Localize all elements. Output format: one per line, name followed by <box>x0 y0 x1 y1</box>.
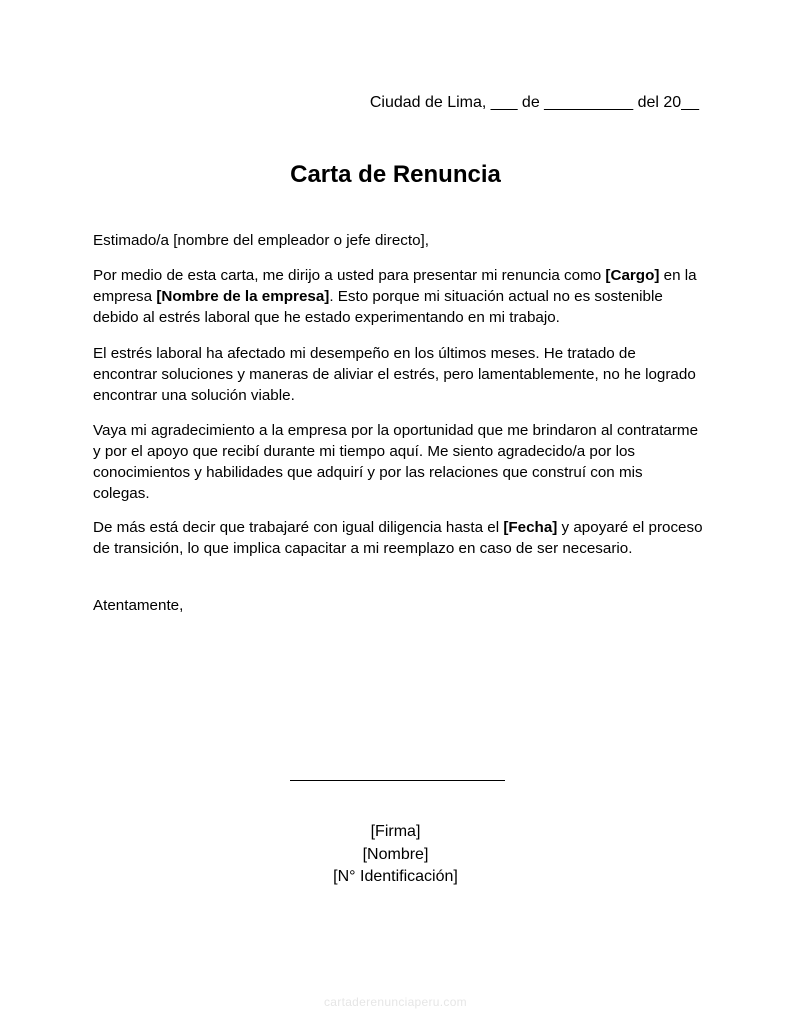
signature-firma: [Firma] <box>370 823 421 840</box>
paragraph-resignation-text <box>93 265 703 328</box>
signature-identificacion: [N° Identificación] <box>333 868 458 885</box>
letter-title: Carta de Renuncia <box>290 161 501 188</box>
greeting-text: Estimado/a [nombre del empleador o jefe directo], <box>93 232 429 249</box>
watermark: cartaderenunciaperu.com <box>324 995 467 1009</box>
date-placeholder: [Fecha] <box>503 519 558 536</box>
date-line: Ciudad de Lima, ___ de __________ del 20__ <box>369 94 699 111</box>
paragraph-gratitude-text: Vaya mi agradecimiento a la empresa por la oportunidad que me brindaron al contratarme y por el apoyo que recibí durante mi tiempo aquí. Me siento agradecido/a por los conocimientos y habilidades que adquirí y por las relaciones que construí con mis colegas. <box>93 422 699 502</box>
paragraph-transition-part2: y apoyaré el proceso de transición, lo que implica capacitar a mi reemplazo en caso de ser necesario. <box>93 519 703 557</box>
closing-text: Atentamente, <box>93 597 184 614</box>
company-name-placeholder: [Nombre de la empresa] <box>156 288 330 305</box>
paragraph-transition-part1: De más está decir que trabajaré con igual diligencia hasta el <box>93 519 504 536</box>
signature-line <box>290 780 505 781</box>
paragraph-resignation-part1: Por medio de esta carta, me dirijo a usted para presentar mi renuncia como <box>93 267 606 284</box>
paragraph-resignation <box>93 265 703 328</box>
greeting <box>93 230 703 251</box>
cargo-placeholder: [Cargo] <box>605 267 660 284</box>
paragraph-stress-text: El estrés laboral ha afectado mi desempeño en los últimos meses. He tratado de encontrar soluciones y maneras de aliviar el estrés, pero lamentablemente, no he logrado encontrar una solución viable. <box>93 345 696 404</box>
paragraph-resignation-part2: en la empresa <box>93 267 697 305</box>
paragraph-gratitude <box>93 420 703 504</box>
paragraph-transition-text <box>93 517 703 559</box>
paragraph-stress <box>93 343 703 406</box>
closing <box>93 595 703 616</box>
paragraph-transition <box>93 517 703 559</box>
paragraph-resignation-part3: . Esto porque mi situación actual no es sostenible debido al estrés laboral que he estado experimentando en mi trabajo. <box>93 288 663 326</box>
signature-block <box>0 821 791 889</box>
signature-nombre: [Nombre] <box>362 845 429 863</box>
